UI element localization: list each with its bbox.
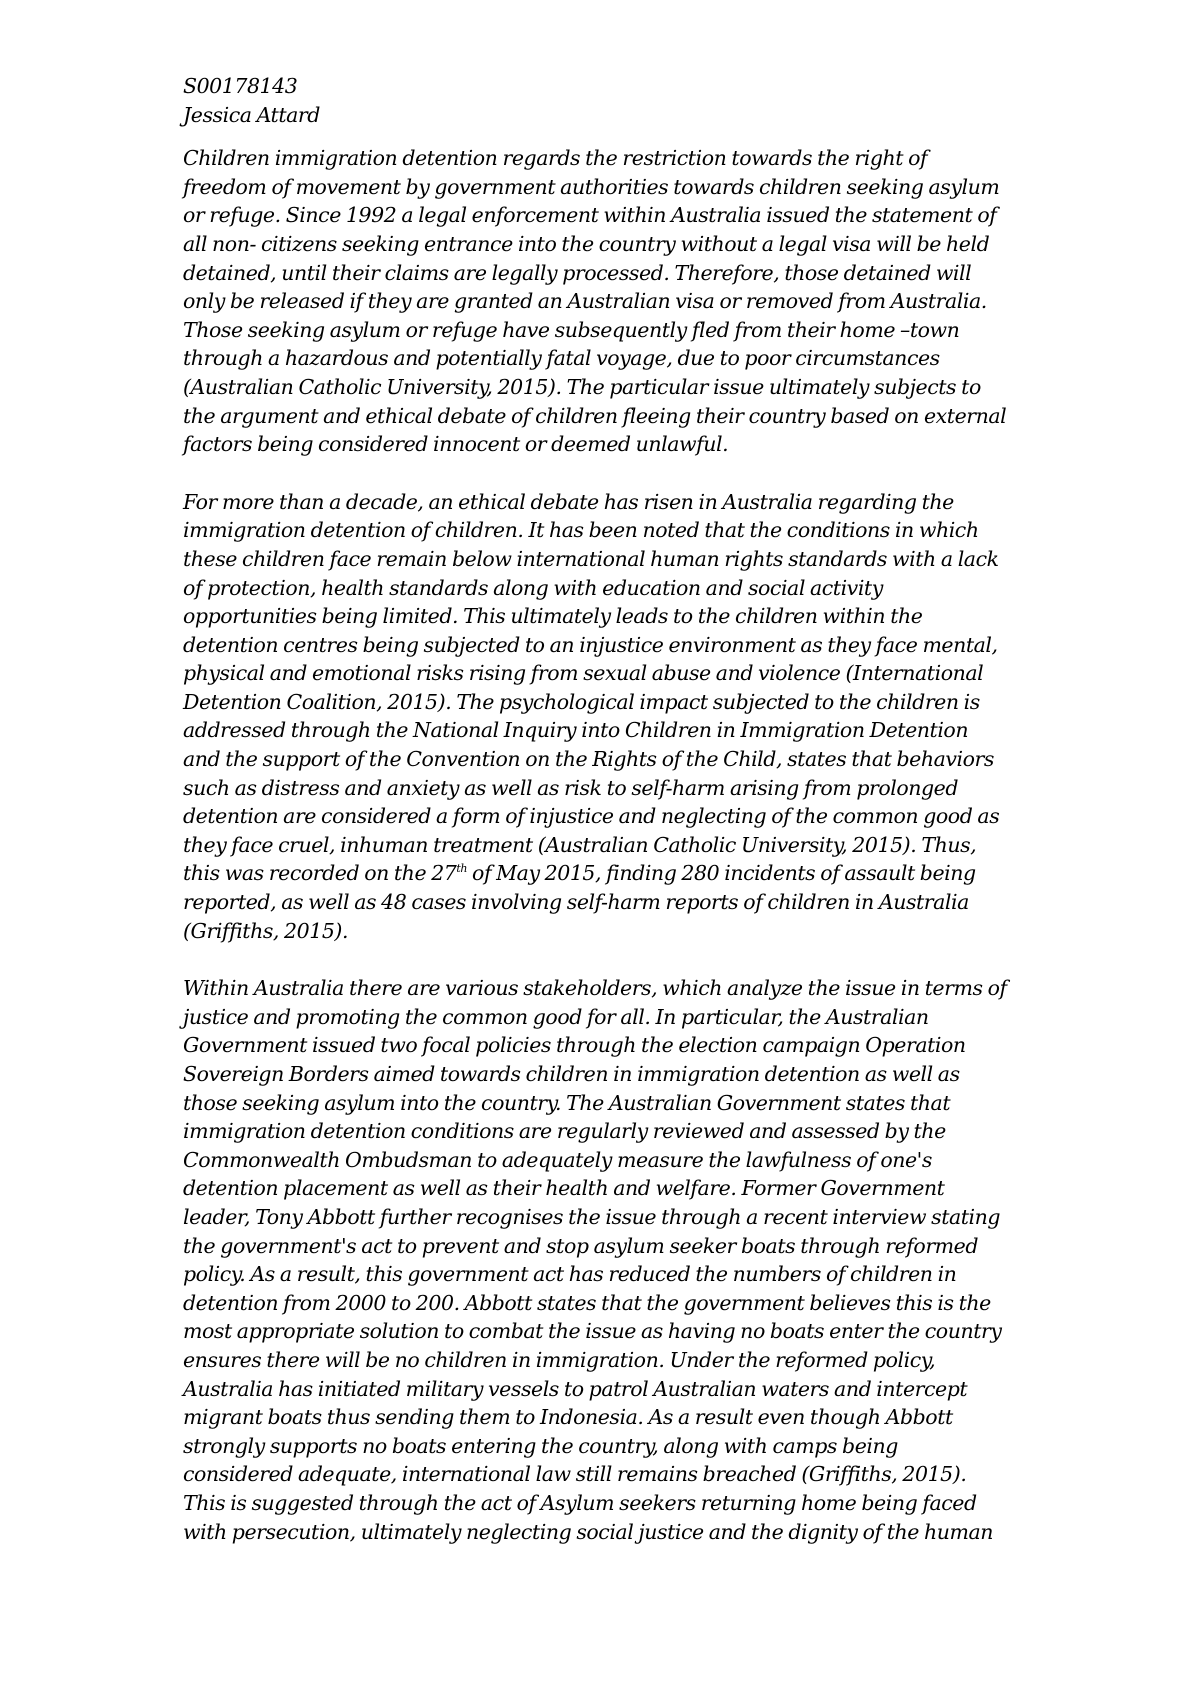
ordinal-suffix: th (456, 862, 467, 876)
text-line: and the support of the Convention on the Rights of the Child, states that behaviors (183, 747, 994, 772)
text-line: freedom of movement by government authorities towards children seeking asylum (183, 174, 1000, 199)
text-line: all non- citizens seeking entrance into the country without a legal visa will be held (183, 231, 990, 256)
text-line: they face cruel, inhuman treatment (Australian Catholic University, 2015). Thus, (183, 832, 977, 857)
text-line: physical and emotional risks rising from sexual abuse and violence (International (183, 661, 984, 686)
text-line: Government issued two focal policies through the election campaign Operation (183, 1033, 966, 1058)
text-line: detained, until their claims are legally processed. Therefore, those detained will (183, 260, 972, 285)
text-line: reported, as well as 48 cases involving self-harm reports of children in Australia (183, 890, 969, 915)
author-name: Jessica Attard (183, 102, 320, 127)
text-line: these children face remain below international human rights standards with a lack (183, 546, 999, 571)
document-body (183, 72, 1045, 1575)
text-line: of protection, health standards along with education and social activity (183, 575, 883, 600)
text-line: with persecution, ultimately neglecting social justice and the dignity of the human (183, 1519, 994, 1544)
text-line: migrant boats thus sending them to Indonesia. As a result even though Abbott (183, 1405, 953, 1430)
text-line: such as distress and anxiety as well as risk to self-harm arising from prolonged (183, 775, 959, 800)
text-line: factors being considered innocent or deemed unlawful. (183, 432, 729, 457)
text-line: strongly supports no boats entering the country, along with camps being (183, 1433, 898, 1458)
text-line: detention placement as well as their health and welfare. Former Government (183, 1176, 945, 1201)
text-line: the argument and ethical debate of children fleeing their country based on external (183, 403, 1007, 428)
text-line: those seeking asylum into the country. The Australian Government states that (183, 1090, 951, 1115)
text-line: Detention Coalition, 2015). The psychological impact subjected to the children is (183, 689, 980, 714)
text-line: or refuge. Since 1992 a legal enforcement within Australia issued the statement of (183, 203, 997, 228)
text-line: immigration detention conditions are regularly reviewed and assessed by the (183, 1119, 946, 1144)
text-line: (Australian Catholic University, 2015). The particular issue ultimately subjects to (183, 374, 981, 399)
text-line: the government's act to prevent and stop asylum seeker boats through reformed (183, 1233, 979, 1258)
text-line: opportunities being limited. This ultimately leads to the children within the (183, 604, 923, 629)
student-id: S00178143 (183, 74, 298, 98)
text-line: Australia has initiated military vessels to patrol Australian waters and intercept (183, 1376, 968, 1401)
text-line: most appropriate solution to combat the issue as having no boats enter the country (183, 1319, 1002, 1344)
text-line: detention are considered a form of injustice and neglecting of the common good as (183, 804, 1000, 829)
text-line: detention from 2000 to 200. Abbott states that the government believes this is the (183, 1290, 991, 1315)
text-line: Commonwealth Ombudsman to adequately measure the lawfulness of one's (183, 1147, 932, 1172)
text-line: Children immigration detention regards the restriction towards the right of (183, 146, 928, 171)
text-line: Sovereign Borders aimed towards children in immigration detention as well as (183, 1062, 960, 1086)
text-line: leader, Tony Abbott further recognises the issue through a recent interview stating (183, 1204, 1001, 1229)
text-line: only be released if they are granted an Australian visa or removed from Australia. (183, 289, 987, 314)
date-line (183, 859, 1045, 888)
text-line: ensures there will be no children in immigration. Under the reformed policy, (183, 1347, 936, 1372)
text-line: addressed through the National Inquiry into Children in Immigration Detention (183, 718, 969, 743)
text-line: This is suggested through the act of Asylum seekers returning home being faced (183, 1490, 977, 1515)
paragraph-3 (183, 974, 1045, 1546)
text-line: detention centres being subjected to an injustice environment as they face mental, (183, 632, 998, 657)
text-line: justice and promoting the common good for all. In particular, the Australian (183, 1004, 929, 1029)
text-line: policy. As a result, this government act has reduced the numbers of children in (183, 1262, 957, 1287)
date-line-after: of May 2015, finding 280 incidents of assault being (466, 861, 976, 886)
document-header (183, 72, 1045, 129)
text-line: For more than a decade, an ethical debate has risen in Australia regarding the (183, 489, 954, 514)
text-line: immigration detention of children. It has been noted that the conditions in which (183, 518, 979, 543)
text-line: Within Australia there are various stakeholders, which analyze the issue in terms of (183, 976, 1007, 1001)
text-line: considered adequate, international law still remains breached (Griffiths, 2015). (183, 1462, 967, 1487)
paragraph-2 (183, 488, 1045, 946)
text-line: Those seeking asylum or refuge have subsequently fled from their home –town (183, 317, 960, 342)
paragraph-1 (183, 144, 1045, 459)
text-line: through a hazardous and potentially fatal voyage, due to poor circumstances (183, 346, 940, 371)
date-line-before: this was recorded on the 27 (183, 861, 457, 886)
text-line: (Griffiths, 2015). (183, 918, 349, 943)
